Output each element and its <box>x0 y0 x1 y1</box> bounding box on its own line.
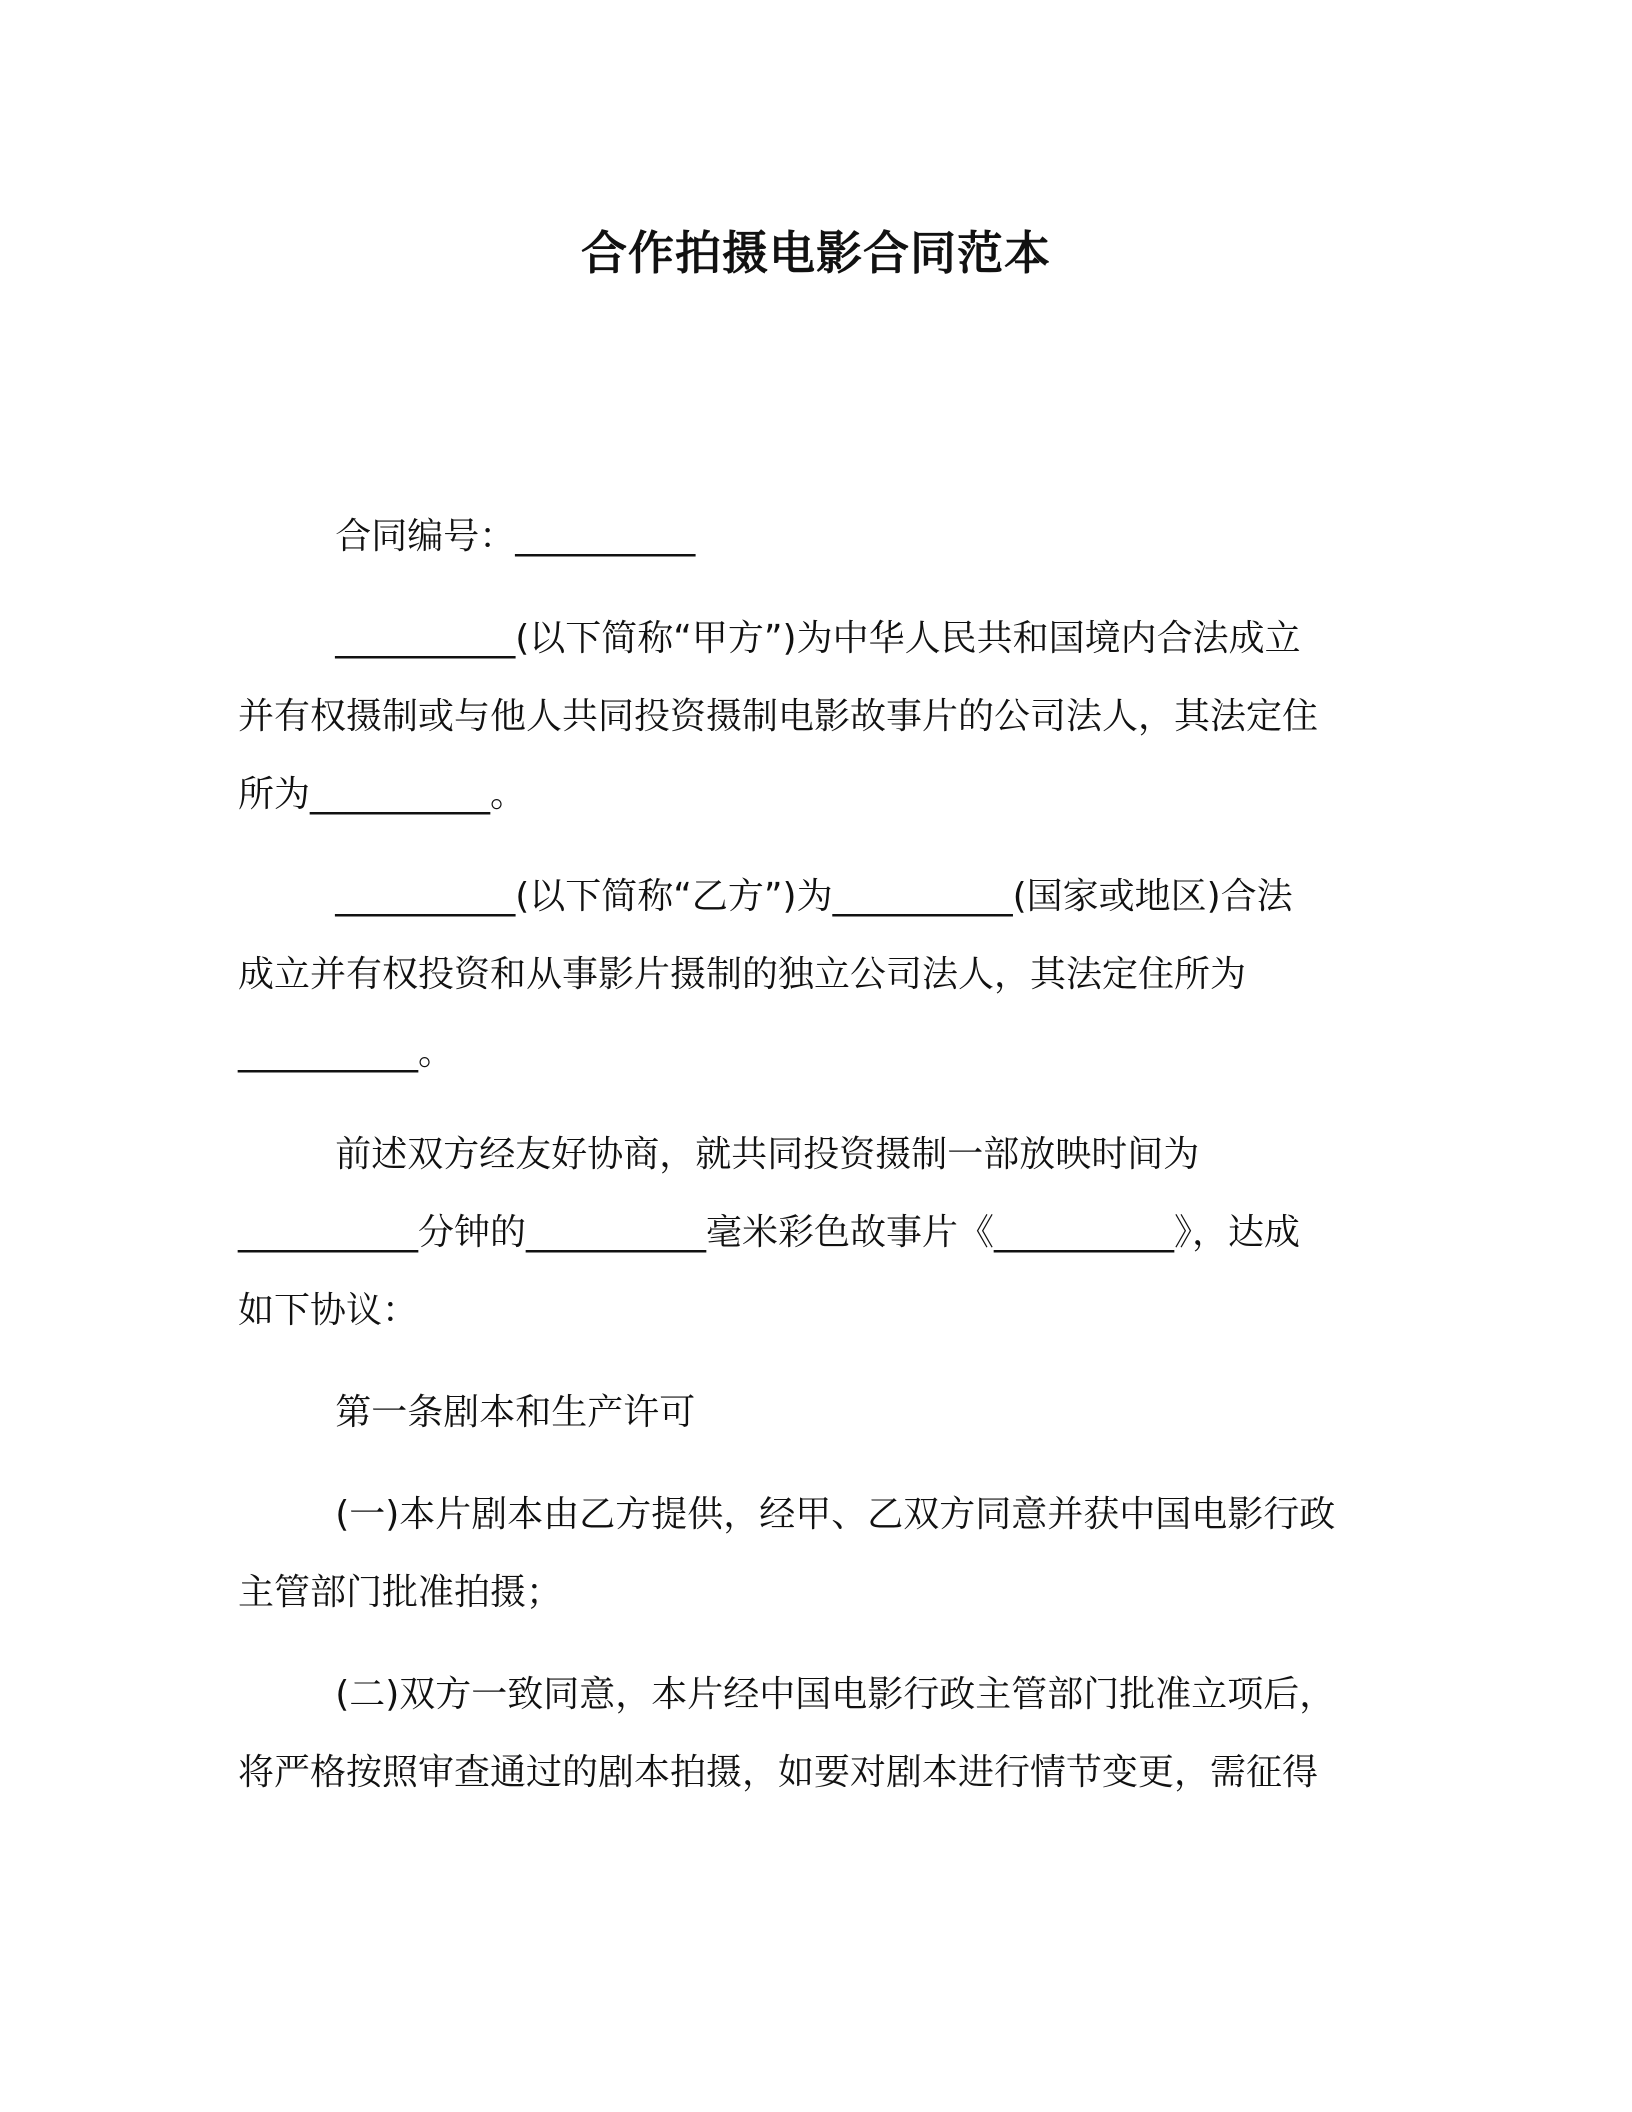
party-b-paragraph <box>238 858 1370 1092</box>
clause-one-paragraph <box>238 1476 1370 1632</box>
paragraph-line: 前述双方经友好协商，就共同投资摄制一部放映时间为 <box>335 1134 1200 1175</box>
document-title: 合作拍摄电影合同范本 <box>581 226 1051 280</box>
article-one-heading <box>238 1374 1370 1452</box>
paragraph-line: 成立并有权投资和从事影片摄制的独立公司法人，其法定住所为 <box>238 954 1247 995</box>
paragraph-line: 如下协议： <box>238 1290 419 1331</box>
paragraph-line: 所为__________。 <box>238 774 527 815</box>
party-a-paragraph <box>238 600 1370 834</box>
paragraph-line: 将严格按照审查通过的剧本拍摄，如要对剧本进行情节变更，需征得 <box>238 1752 1319 1793</box>
paragraph-line: (二)双方一致同意，本片经中国电影行政主管部门批准立项后， <box>335 1674 1336 1715</box>
paragraph-line: __________(以下简称“乙方”)为__________(国家或地区)合法 <box>335 876 1293 917</box>
document-body <box>238 498 1370 1836</box>
paragraph-line: __________(以下简称“甲方”)为中华人民共和国境内合法成立 <box>335 618 1301 659</box>
paragraph-line: (一)本片剧本由乙方提供，经甲、乙双方同意并获中国电影行政 <box>335 1494 1336 1535</box>
paragraph-line: __________分钟的__________毫米彩色故事片《__________》，达成 <box>238 1212 1301 1253</box>
paragraph-line: 第一条剧本和生产许可 <box>335 1392 696 1433</box>
paragraph-line: 合同编号：__________ <box>335 516 696 557</box>
paragraph-line: 主管部门批准拍摄； <box>238 1572 563 1613</box>
contract-number-paragraph <box>238 498 1370 576</box>
paragraph-line: 并有权摄制或与他人共同投资摄制电影故事片的公司法人，其法定住 <box>238 696 1319 737</box>
paragraph-line: __________。 <box>238 1032 455 1073</box>
clause-two-paragraph <box>238 1656 1370 1812</box>
agreement-paragraph <box>238 1116 1370 1350</box>
